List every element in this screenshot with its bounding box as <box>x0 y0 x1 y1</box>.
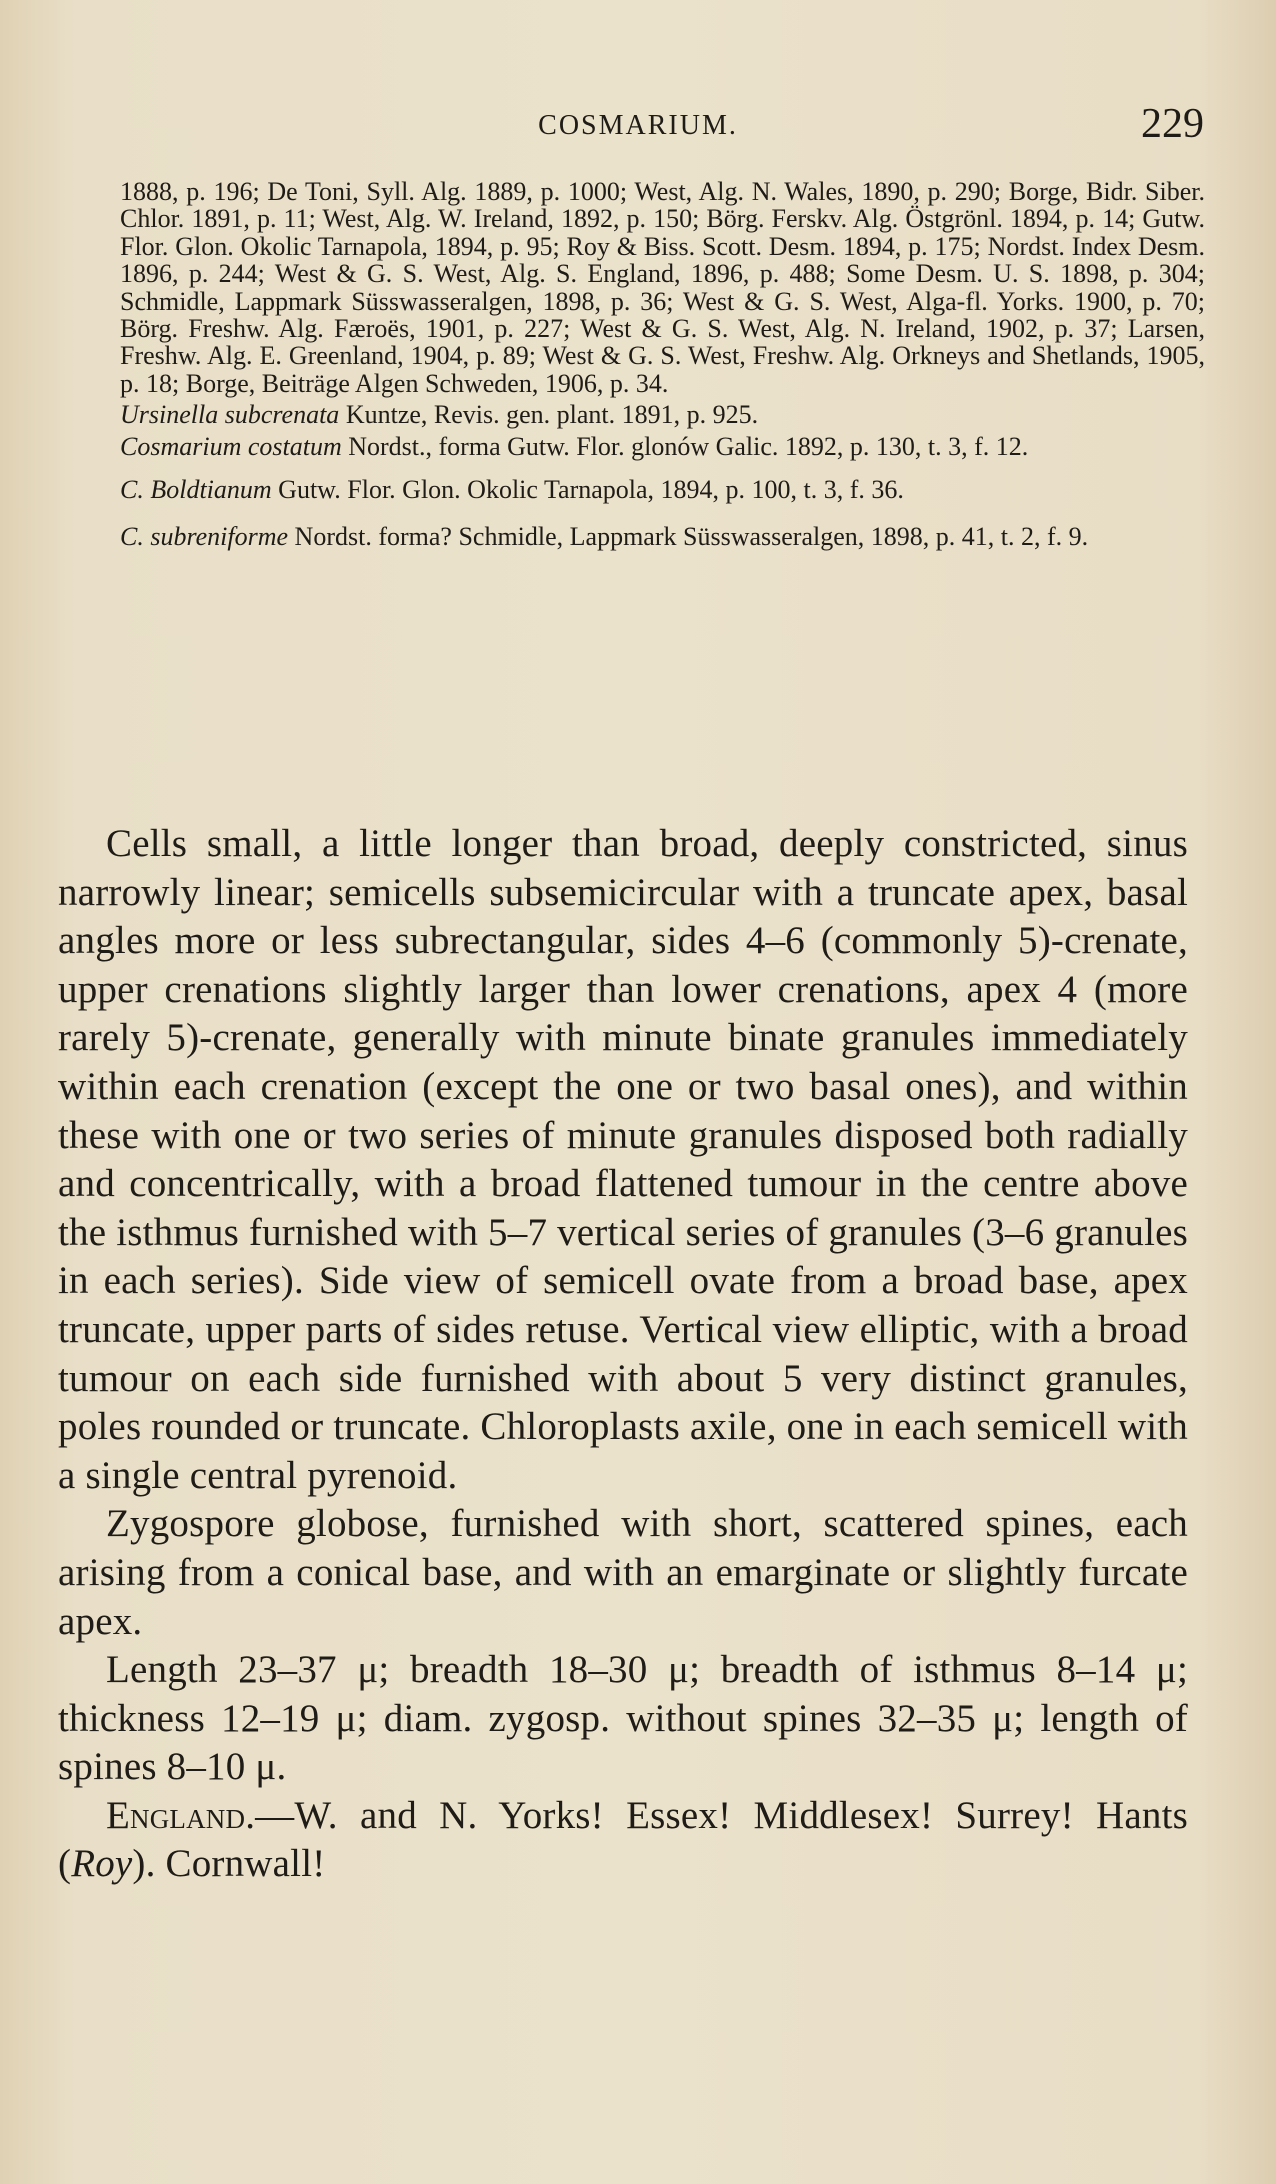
species-description <box>58 820 1188 1889</box>
synonym-name: C. subreniforme <box>120 522 289 552</box>
running-title: COSMARIUM. <box>538 110 738 141</box>
running-head <box>0 100 1276 160</box>
synonym-reference: Gutw. Flor. Glon. Okolic Tarnapola, 1894, p. 100, t. 3, f. 36. <box>271 475 904 505</box>
locality-collector: Roy <box>71 1842 133 1886</box>
synonym-reference: Nordst., forma Gutw. Flor. glonów Galic. 1892, p. 130, t. 3, f. 12. <box>341 431 1029 461</box>
synonym-name: C. Boldtianum <box>120 475 272 505</box>
synonymy-main-citation: 1888, p. 196; De Toni, Syll. Alg. 1889, p. 1000; West, Alg. N. Wales, 1890, p. 290; Borge, Bidr. Siber. Chlor. 1891, p. 11; West, Alg. W. Ireland, 1892, p. 150; Börg. Ferskv. Alg. Östgrönl. 1894, p. 14; Gutw. Flor. Glon. Okolic Tarnapola, 1894, p. 95; Roy & Biss. Scott. Desm. 1894, p. 175; Nordst. Index Desm. 1896, p. 244; West & G. S. West, Alg. S. England, 1896, p. 488; Some Desm. U. S. 1898, p. 304; Schmidle, Lappmark Süsswasseralgen, 1898, p. 36; West & G. S. West, Alga-fl. Yorks. 1900, p. 70; Börg. Freshw. Alg. Færoës, 1901, p. 227; West & G. S. West, Alg. N. Ireland, 1902, p. 37; Larsen, Freshw. Alg. E. Greenland, 1904, p. 89; West & G. S. West, Freshw. Alg. Orkneys and Shetlands, 1905, p. 18; Borge, Beiträge Algen Schweden, 1906, p. 34. <box>120 177 1205 398</box>
synonym-name: Ursinella subcrenata <box>120 400 340 430</box>
locality-list: —W. and N. Yorks! Essex! Middlesex! Surrey! Hants ( <box>58 1793 1188 1886</box>
description-paragraph: Cells small, a little longer than broad, deeply constricted, sinus narrowly linear; semicells subsemicircular with a truncate apex, basal angles more or less subrectangular, sides 4–6 (commonly 5)-crenate, upper crenations slightly larger than lower crenations, apex 4 (more rarely 5)-crenate, generally with minute binate granules immediately within each crenation (except the one or two basal ones), and within these with one or two series of minute granules disposed both radially and concentrically, with a broad flattened tumour in the centre above the isthmus furnished with 5–7 vertical series of granules (3–6 granules in each series). Side view of semicell ovate from a broad base, apex truncate, upper parts of sides retuse. Vertical view elliptic, with a broad tumour on each side furnished with about 5 very distinct granules, poles rounded or truncate. Chloroplasts axile, one in each semicell with a single central pyrenoid. <box>58 822 1188 1497</box>
synonymy-entry <box>120 401 1205 428</box>
synonymy-entry <box>120 476 1205 503</box>
page-number: 229 <box>1141 101 1204 147</box>
locality-paragraph <box>58 1792 1188 1889</box>
zygospore-paragraph: Zygospore globose, furnished with short, scattered spines, each arising from a conical base, and with an emarginate or slightly furcate apex. <box>58 1502 1188 1643</box>
locality-country: England. <box>106 1793 256 1837</box>
synonym-reference: Kuntze, Revis. gen. plant. 1891, p. 925. <box>339 400 759 430</box>
synonymy-entry <box>120 523 1205 550</box>
synonym-name: Cosmarium costatum <box>120 431 342 461</box>
dimensions-paragraph: Length 23–37 μ; breadth 18–30 μ; breadth of isthmus 8–14 μ; thickness 12–19 μ; diam. zygosp. without spines 32–35 μ; length of spines 8–10 μ. <box>58 1648 1188 1789</box>
synonym-reference: Nordst. forma? Schmidle, Lappmark Süsswasseralgen, 1898, p. 41, t. 2, f. 9. <box>288 522 1089 552</box>
synonymy-entry <box>120 433 1205 460</box>
synonymy-block <box>120 178 1205 551</box>
locality-list-end: ). Cornwall! <box>132 1842 326 1886</box>
